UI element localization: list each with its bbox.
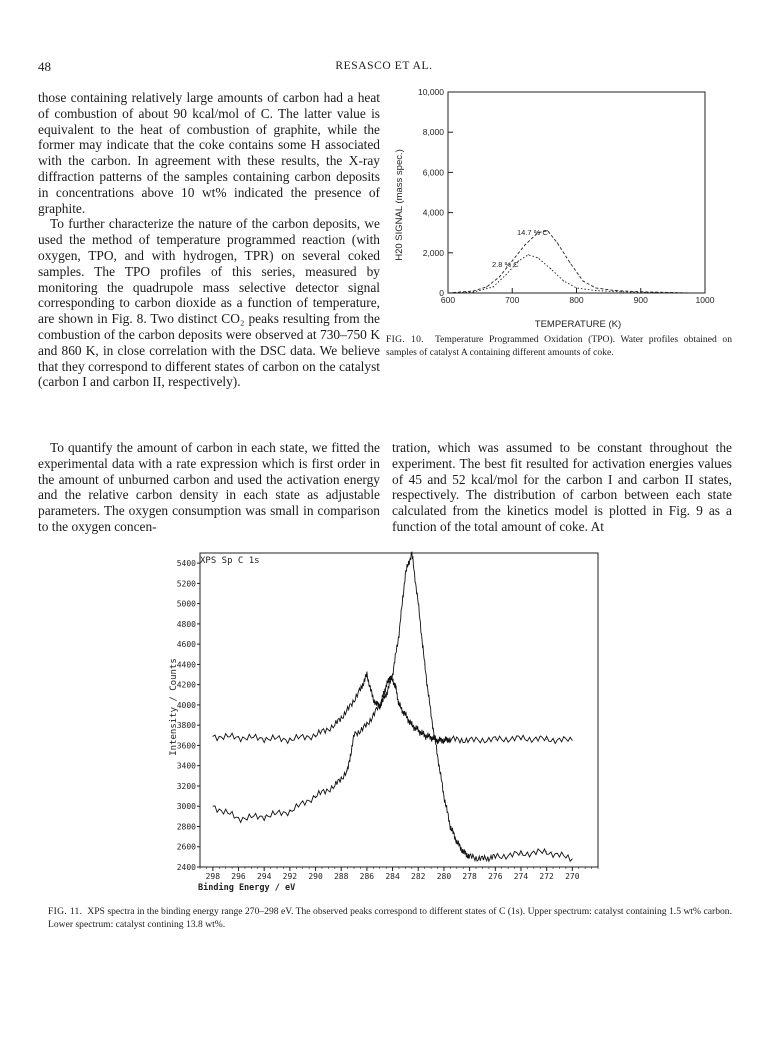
fig11-y-tick-label: 4000 [176,700,196,710]
fig11-series-line [213,552,572,861]
fig11-point [418,603,419,604]
fig11-point [546,851,547,852]
fig11-y-tick-label: 3200 [176,781,196,791]
fig11-x-tick-label: 274 [513,872,529,881]
fig11-point [444,796,445,797]
fig11-y-tick-label: 3600 [176,741,196,751]
fig10-caption-text: Temperature Programmed Oxidation (TPO). Water profiles obtained on samples of catalyst A containing different amounts of coke. [386,334,732,358]
fig11-point [360,689,361,690]
fig11-point [367,725,368,726]
fig11-point [386,694,387,695]
fig11-point [418,730,419,731]
fig11-x-tick-label: 284 [385,872,400,881]
fig11-y-tick-label: 3000 [176,802,196,812]
fig10-series-line [448,231,692,293]
fig11-point [238,818,239,819]
fig10-point [473,291,474,292]
fig10-chart [380,80,740,335]
fig11-x-tick-label: 276 [488,872,503,881]
fig11-caption [48,906,732,931]
fig10-x-tick-label: 1000 [695,295,715,305]
fig11-y-tick-label: 2600 [176,842,196,852]
fig11-y-tick-label: 3800 [176,721,196,731]
fig10-point [505,274,506,275]
fig11-point [546,739,547,740]
fig11-point [482,858,483,859]
fig11-x-tick-label: 290 [308,872,323,881]
fig11-y-tick-label: 4200 [176,680,196,690]
fig10-y-tick-label: 4,000 [422,207,444,218]
fig10-point [550,268,551,269]
fig11-point [450,826,451,827]
fig10-y-tick-label: 10,000 [418,87,444,97]
fig11-point [264,738,265,739]
fig10-y-tick-label: 8,000 [422,127,444,138]
fig11-point [373,699,374,700]
fig11-point [444,740,445,741]
fig11-point [399,705,400,706]
right-column-bottom [392,440,732,535]
fig10-y-axis-label: H20 SIGNAL (mass spec.) [394,149,405,261]
fig11-chart [150,545,620,895]
fig11-point [367,674,368,675]
fig11-point [495,739,496,740]
fig10-point [621,291,622,292]
fig11-point [572,858,573,859]
fig11-series-line [213,672,572,744]
fig11-point [405,573,406,574]
fig11-y-tick-label: 4800 [176,619,196,629]
fig10-point [615,290,616,291]
fig11-point [212,806,213,807]
fig11-point [469,856,470,857]
fig11-y-axis-label: Intensity / Counts [169,658,179,756]
fig11-y-tick-label: 4600 [176,640,196,650]
fig10-y-tick-label: 6,000 [422,167,444,178]
fig11-point [424,664,425,665]
fig10-point [595,290,596,291]
paragraph: To further characterize the nature of the carbon deposits, we used the method of temperature programmed reaction (with oxygen, TPO, and with hydrogen, TPR) on several coked samples. The TPO profiles of this series, measured by monitoring the quadrupole mass selective detector signal corresponding to carbon dioxide as a function of temperature, are shown in Fig. 8. Two distinct CO₂ peaks resulting from the combustion of the carbon deposits were observed at 730–750 K and 860 K, in close correlation with the DSC data. We believe that they correspond to different states of carbon on the catalyst (carbon I and carbon II, respectively). [38,216,380,390]
fig11-point [437,755,438,756]
fig11-y-tick-label: 5400 [176,559,196,569]
fig10-point [692,293,693,294]
fig11-point [431,715,432,716]
fig11-y-tick-label: 5000 [176,599,196,609]
fig10-point [537,257,538,258]
fig11-point [354,735,355,736]
fig11-point [379,705,380,706]
fig11-x-tick-label: 272 [539,872,554,881]
fig11-y-tick-label: 2400 [176,863,196,872]
fig11-point [405,715,406,716]
paragraph: To quantify the amount of carbon in each state, we fitted the experimental data with a rate expression which is first order in the amount of unburned carbon and used the activation energy and the relative carbon density in each state as adjustable parameters. The oxygen consumption was small in comparison to the oxygen concen- [38,440,380,534]
fig11-axes [177,553,598,881]
fig10-x-tick-label: 900 [633,295,648,305]
fig11-point [289,811,290,812]
fig11-y-tick-label: 3400 [176,761,196,771]
left-column-bottom [38,440,380,535]
fig10-data [448,230,693,293]
fig11-point [411,725,412,726]
fig11-point [347,770,348,771]
fig10-x-axis-label: TEMPERATURE (K) [534,319,622,330]
fig10-caption [386,334,732,359]
fig10-point [563,280,564,281]
paragraph: tration, which was assumed to be constant throughout the experiment. The best fit resulted for activation energies values of 45 and 52 kcal/mol for the carbon I and carbon II states, respectively. The distribution of carbon between each state calculated from the kinetics model is plotted in Fig. 9 as a function of the total amount of coke. At [392,440,732,534]
fig11-point [495,856,496,857]
fig10-point [576,287,577,288]
fig10-x-tick-label: 800 [569,295,584,305]
fig11-x-tick-label: 282 [411,872,426,881]
fig11-x-tick-label: 288 [333,872,349,881]
fig10-x-tick-label: 600 [440,295,456,305]
fig11-point [347,710,348,711]
fig11-x-tick-label: 280 [436,872,452,881]
fig11-point [395,684,396,685]
fig10-plot-frame [448,92,705,293]
fig11-y-tick-label: 2800 [176,822,196,832]
fig11-point [424,735,425,736]
fig10-point [528,254,529,255]
fig10-annotation-2-8: 2.8 % C [492,260,519,269]
fig11-y-tick-label: 4400 [176,660,196,670]
fig10-point [473,290,474,291]
fig11-point [334,786,335,787]
fig11-point [399,634,400,635]
fig10-point [595,287,596,288]
fig11-x-tick-label: 270 [565,872,580,881]
fig11-x-axis-label: Binding Energy / eV [198,883,296,893]
left-column [38,90,380,390]
fig10-point [499,276,500,277]
fig11-point [463,851,464,852]
fig10-y-tick-label: 0 [439,288,444,298]
fig11-x-tick-label: 294 [256,872,272,881]
fig11-x-tick-label: 286 [359,872,375,881]
fig10-annotation-14-7: 14.7 % C [517,228,548,237]
fig11-data [212,552,572,861]
fig11-point [264,816,265,817]
fig11-point [238,737,239,738]
running-head: RESASCO ET AL. [335,60,433,72]
fig11-point [521,738,522,739]
paragraph: those containing relatively large amounts of carbon had a heat of combustion of about 90 kcal/mol of C. The latter value is equivalent to the heat of combustion of graphite, while the former may indicate that the coke contains some H associated with the carbon. In agreement with these results, the X-ray diffraction patterns of the samples containing carbon deposits in concentrations above 10 wt% indicated the presence of graphite. [38,90,380,216]
fig10-point [570,262,571,263]
fig11-point [392,674,393,675]
fig10-caption-label: FIG. 10. [386,334,424,345]
page-number: 48 [38,59,51,74]
fig11-point [315,796,316,797]
fig10-x-tick-label: 700 [505,295,520,305]
fig11-point [456,841,457,842]
fig11-point [450,739,451,740]
fig11-point [572,740,573,741]
fig11-point [390,676,391,677]
fig10-point [582,280,583,281]
fig11-point [521,853,522,854]
fig11-point [437,740,438,741]
fig11-y-tick-label: 5200 [176,579,196,589]
fig11-x-tick-label: 296 [231,872,246,881]
fig11-plot-frame [200,553,598,867]
fig10-point [486,286,487,287]
fig11-inset-label: XPS Sp C 1s [200,556,260,566]
fig11-x-tick-label: 278 [462,872,477,881]
fig11-caption-text: XPS spectra in the binding energy range 270–298 eV. The observed peaks correspond to different states of C (1s). Upper spectrum: catalyst containing 1.5 wt% carbon. Lower spectrum: catalyst contining 13.8 wt%. [48,906,733,930]
fig10-axes [418,87,715,305]
fig10-point [492,286,493,287]
fig10-point [653,292,654,293]
fig11-caption-label: FIG. 11. [48,906,83,917]
fig11-x-tick-label: 298 [205,872,221,881]
fig11-x-tick-label: 292 [282,872,298,881]
fig11-point [212,736,213,737]
fig10-point [448,293,449,294]
fig11-point [289,739,290,740]
fig10-point [557,242,558,243]
fig10-y-tick-label: 2,000 [422,247,444,258]
fig11-point [384,689,385,690]
fig11-point [315,735,316,736]
fig11-point [431,737,432,738]
fig11-point [469,740,470,741]
fig10-point [525,244,526,245]
fig11-point [411,553,412,554]
fig11-point [334,725,335,726]
